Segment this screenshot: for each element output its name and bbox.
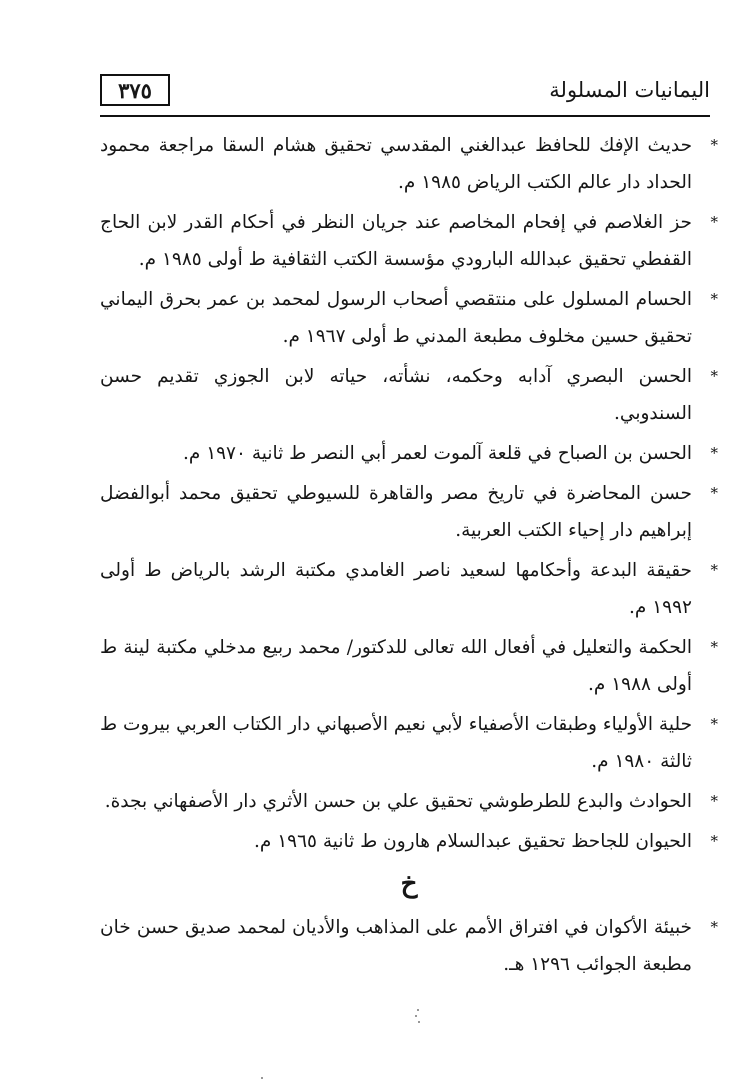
bibliography-entry xyxy=(100,475,718,549)
bibliography-entry xyxy=(100,706,718,780)
bullet-star-icon: * xyxy=(710,918,718,936)
bullet-star-icon: * xyxy=(710,638,718,656)
bibliography-entry xyxy=(100,281,718,355)
bibliography-list xyxy=(100,127,718,986)
entry-text: حسن المحاضرة في تاريخ مصر والقاهرة للسيوطي تحقيق محمد أبوالفضل إبراهيم دار إحياء الكتب العربية. xyxy=(100,483,692,541)
bibliography-entry xyxy=(100,783,718,820)
bullet-star-icon: * xyxy=(710,561,718,579)
bullet-star-icon: * xyxy=(710,832,718,850)
entry-text: حقيقة البدعة وأحكامها لسعيد ناصر الغامدي مكتبة الرشد بالرياض ط أولى ١٩٩٢ م. xyxy=(100,560,692,618)
entry-text: الحكمة والتعليل في أفعال الله تعالى للدكتور/ محمد ربيع مدخلي مكتبة لينة ط أولى ١٩٨٨ م. xyxy=(100,637,692,695)
bullet-star-icon: * xyxy=(710,136,718,154)
bibliography-entry xyxy=(100,909,718,983)
bibliography-entry xyxy=(100,435,718,472)
running-title: اليمانيات المسلولة xyxy=(549,78,710,102)
bullet-star-icon: * xyxy=(710,290,718,308)
page-number: ٣٧٥ xyxy=(100,74,170,106)
bullet-star-icon: * xyxy=(710,367,718,385)
paper-speck xyxy=(418,1021,420,1023)
entry-text: حز الغلاصم في إفحام المخاصم عند جريان النظر في أحكام القدر لابن الحاج القفطي تحقيق عبدالله البارودي مؤسسة الكتب الثقافية ط أولى ١٩٨٥ م. xyxy=(100,212,692,270)
header-rule xyxy=(100,115,710,117)
entry-text: الحوادث والبدع للطرطوشي تحقيق علي بن حسن الأثري دار الأصفهاني بجدة. xyxy=(104,791,692,812)
entry-text: حلية الأولياء وطبقات الأصفياء لأبي نعيم الأصبهاني دار الكتاب العربي بيروت ط ثالثة ١٩٨٠ م. xyxy=(100,714,692,772)
bibliography-entry xyxy=(100,358,718,432)
bibliography-entry xyxy=(100,204,718,278)
entry-text: الحسام المسلول على منتقصي أصحاب الرسول لمحمد بن عمر بحرق اليماني تحقيق حسين مخلوف مطبعة المدني ط أولى ١٩٦٧ م. xyxy=(100,289,692,347)
bibliography-entry xyxy=(100,823,718,860)
paper-speck xyxy=(415,1015,417,1017)
entry-text: الحيوان للجاحظ تحقيق عبدالسلام هارون ط ثانية ١٩٦٥ م. xyxy=(253,831,692,852)
paper-speck xyxy=(417,1009,419,1011)
entry-text: الحسن بن الصباح في قلعة آلموت لعمر أبي النصر ط ثانية ١٩٧٠ م. xyxy=(182,443,692,464)
bullet-star-icon: * xyxy=(710,792,718,810)
entry-text: خبيئة الأكوان في افتراق الأمم على المذاهب والأديان لمحمد صديق حسن خان مطبعة الجوائب ١٢٩٦ هـ. xyxy=(100,917,692,975)
bullet-star-icon: * xyxy=(710,715,718,733)
bibliography-entry xyxy=(100,629,718,703)
entry-text: الحسن البصري آدابه وحكمه، نشأته، حياته لابن الجوزي تقديم حسن السندوبي. xyxy=(100,366,692,424)
bibliography-entry xyxy=(100,552,718,626)
section-letter-heading: خ xyxy=(400,869,418,899)
paper-speck xyxy=(261,1077,263,1079)
bullet-star-icon: * xyxy=(710,213,718,231)
bibliography-entry xyxy=(100,127,718,201)
entry-text: حديث الإفك للحافظ عبدالغني المقدسي تحقيق هشام السقا مراجعة محمود الحداد دار عالم الكتب الرياض ١٩٨٥ م. xyxy=(100,135,692,193)
bullet-star-icon: * xyxy=(710,444,718,462)
bullet-star-icon: * xyxy=(710,484,718,502)
page-header xyxy=(100,72,710,122)
